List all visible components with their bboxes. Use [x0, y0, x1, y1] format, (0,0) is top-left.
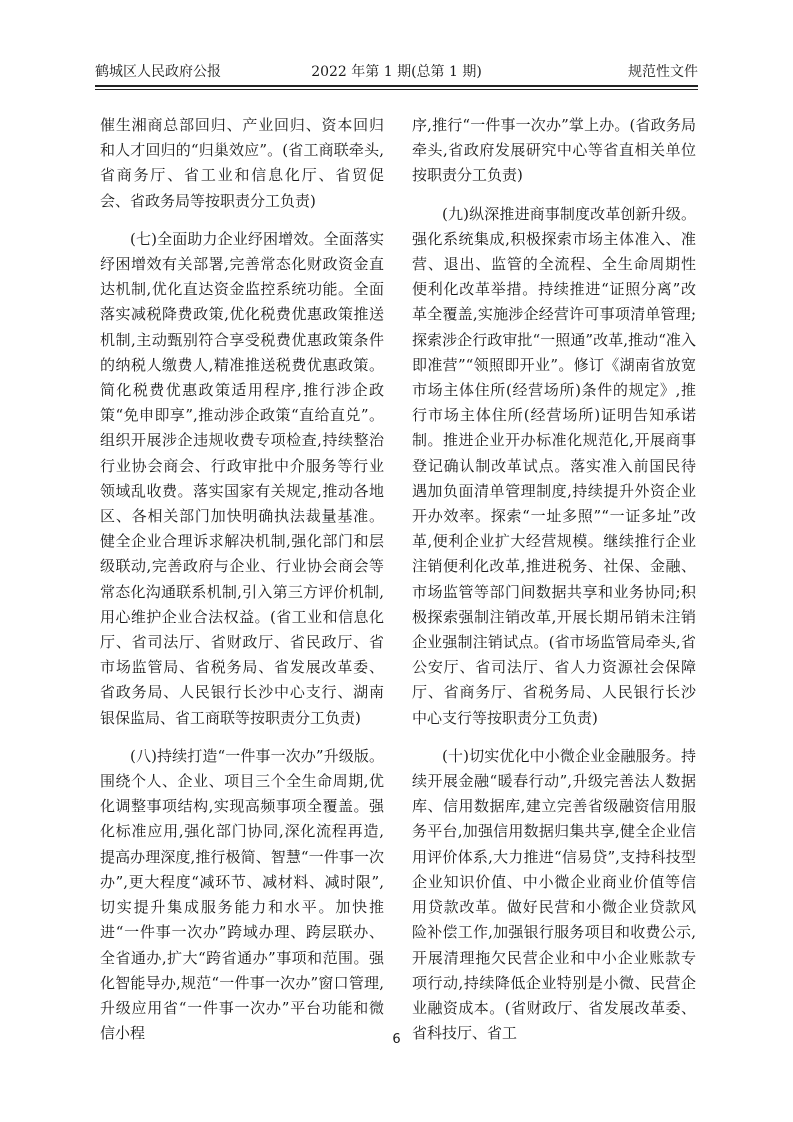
right-column: [412, 113, 696, 1059]
section-title: 规范性文件: [628, 64, 698, 80]
header-rule-thick: [95, 85, 698, 87]
issue-number: 2022 年第 1 期(总第 1 期): [311, 64, 482, 80]
paragraph-item-9: (九)纵深推进商事制度改革创新升级。强化系统集成,积极探索市场主体准入、准营、退出、监管的全流程、全生命周期性便利化改革举措。持续推进“证照分离”改革全覆盖,实施涉企经营许可事项清单管理;探索涉企行政审批“一照通”改革,推动“准入即准营”“领照即开业”。修订《湖南省放宽市场主体住所(经营场所)条件的规定》,推行市场主体住所(经营场所)证明告知承诺制。推进企业开办标准化规范化,开展商事登记确认制改革试点。落实准入前国民待遇加负面清单管理制度,持续提升外资企业开办效率。探索“一址多照”“一证多址”改革,便利企业扩大经营规模。继续推行企业注销便利化改革,推进税务、社保、金融、市场监管等部门间数据共享和业务协同;积极探索强制注销改革,开展长期吊销未注销企业强制注销试点。(省市场监管局牵头,省公安厅、省司法厅、省人力资源社会保障厅、省商务厅、省税务局、人民银行长沙中心支行等按职责分工负责): [412, 204, 696, 727]
paragraph-item-7: (七)全面助力企业纾困增效。全面落实纾困增效有关部署,完善常态化财政资金直达机制,优化直达资金监控系统功能。全面落实减税降费政策,优化税费优惠政策推送机制,主动甄别符合享受税费优惠政策条件的纳税人缴费人,精准推送税费优惠政策。简化税费优惠政策适用程序,推行涉企政策“免申即享”,推动涉企政策“直给直兑”。组织开展涉企违规收费专项检查,持续整治行业协会商会、行政审批中介服务等行业领域乱收费。落实国家有关规定,推动各地区、各相关部门加快明确执法裁量基准。健全企业合理诉求解决机制,强化部门和层级联动,完善政府与企业、行业协会商会等常态化沟通联系机制,引入第三方评价机制,用心维护企业合法权益。(省工业和信息化厅、省司法厅、省财政厅、省民政厅、省市场监管局、省税务局、省发展改革委、省政务局、人民银行长沙中心支行、湖南银保监局、省工商联等按职责分工负责): [100, 229, 384, 727]
paragraph-item-8: (八)持续打造“一件事一次办”升级版。围绕个人、企业、项目三个全生命周期,优化调整事项结构,实现高频事项全覆盖。强化标准应用,强化部门协同,深化流程再造,提高办理深度,推行极简、智慧“一件事一次办”,更大程度“减环节、减材料、减时限”,切实提升集成服务能力和水平。加快推进“一件事一次办”跨域办理、跨层联办、全省通办,扩大“跨省通办”事项和范围。强化智能导办,规范“一件事一次办”窗口管理,升级应用省“一件事一次办”平台功能和微信小程: [100, 746, 384, 1043]
gazette-name: 鹤城区人民政府公报: [95, 64, 221, 80]
paragraph: 催生湘商总部回归、产业回归、资本回归和人才回归的“归巢效应”。(省工商联牵头,省商务厅、省工业和信息化厅、省贸促会、省政务局等按职责分工负责): [100, 116, 384, 210]
left-column: [100, 113, 384, 1059]
page-number: 6: [392, 1032, 401, 1047]
paragraph-item-10: (十)切实优化中小微企业金融服务。持续开展金融“暖春行动”,升级完善法人数据库、信用数据库,建立完善省级融资信用服务平台,加强信用数据归集共享,健全企业信用评价体系,大力推进“信易贷”,支持科技型企业知识价值、中小微企业商业价值等信用贷款改革。做好民营和小微企业贷款风险补偿工作,加强银行服务项目和收费公示,开展清理拖欠民营企业和中小企业账款专项行动,持续降低企业特别是小微、民营企业融资成本。(省财政厅、省发展改革委、省科技厅、省工: [412, 746, 696, 1043]
header-rule-thin: [95, 89, 698, 90]
paragraph: 序,推行“一件事一次办”掌上办。(省政务局牵头,省政府发展研究中心等省直相关单位按职责分工负责): [412, 116, 696, 185]
running-header: [95, 62, 698, 82]
